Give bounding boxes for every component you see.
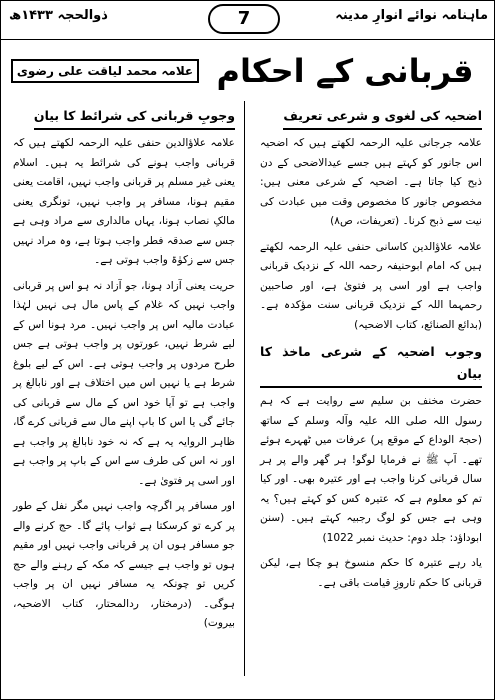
section-heading: وجوب اضحیہ کے شرعی ماخذ کا بیان [260, 341, 482, 388]
paragraph: علامہ جرجانی علیہ الرحمہ لکھتے ہیں کہ اضحیہ اس جانور کو کہتے ہیں جسے عیدالاضحی کے دن ذبح کیا جاتا ہے۔ اضحیہ کے شرعی معنی ہیں: مخصوص جانور کا مخصوص وقت میں عبادت کی نیت سے ذبح کرنا۔ (تعریفات، ص۸) [260, 137, 482, 227]
paragraph: حضرت مخنف بن سلیم سے روایت ہے کہ ہم رسول اللہ صلی اللہ علیہ وآلہ وسلم کے ساتھ (حجۃ الوداع کے موقع پر) عرفات میں ٹھہرے ہوئے تھے۔ آپ ﷺ نے فرمایا لوگو! ہر گھر والے پر ہر سال قربانی کرنا واجب ہے اور عتیرہ بھی۔ اور کیا تم کو معلوم ہے کہ عتیرہ کس کو کہتے ہیں؟ یہ وہی ہے جس کو لوگ رجبیہ کہتے ہیں۔ (سنن ابوداؤد: جلد دوم: حدیث نمبر 1022) [260, 395, 482, 544]
paragraph: علامہ علاؤالدین کاسانی حنفی علیہ الرحمہ لکھتے ہیں کہ امام ابوحنیفہ رحمہ اللہ کے نزدیک قربانی واجب ہے اور اسی پر فتویٰ ہے، اور صاحبین رحمہما اللہ کے نزدیک قربانی سنت مؤکدہ ہے۔ (بدائع الصنائع، کتاب الاضحیہ) [260, 240, 482, 331]
left-column [13, 103, 235, 640]
paragraph: یاد رہے عتیرہ کا حکم منسوخ ہو چکا ہے، لیکن قربانی کا حکم تاروزِ قیامت باقی ہے۔ [260, 557, 482, 589]
author-name: علامہ محمد لیاقت علی رضوی [11, 59, 199, 83]
paragraph: حریت یعنی آزاد ہونا، جو آزاد نہ ہو اس پر قربانی واجب نہیں کہ غلام کے پاس مال ہی نہیں لہٰذا عبادت مالیہ اس پر واجب نہیں۔ مرد ہونا اس کے لیے شرط نہیں، عورتوں پر واجب ہوتی ہے جس طرح مردوں پر واجب ہوتی ہے۔ اس کے لیے بلوغ شرط ہے یا نہیں اس میں اختلاف ہے اور نابالغ پر واجب ہے تو آیا خود اس کے مال سے قربانی کی جائے گی یا اس کا باپ اپنے مال سے قربانی کرے گا، ظاہر الروایہ یہ ہے کہ نہ خود نابالغ پر واجب ہے اور نہ اس کی طرف سے اس کے باپ پر واجب ہے اور اسی پر فتویٰ ہے۔ [13, 279, 235, 487]
paragraph: علامہ علاؤالدین حنفی علیہ الرحمہ لکھتے ہیں کہ قربانی واجب ہونے کی شرائط یہ ہیں۔ اسلام یعنی غیر مسلم پر قربانی واجب نہیں، اقامت یعنی مقیم ہونا، مسافر پر واجب نہیں، تونگری یعنی مالکِ نصاب ہونا، یہاں مالداری سے مراد وہی ہے جس سے صدقہ فطر واجب ہوتا ہے، وہ مراد نہیں جس سے زکوٰۃ واجب ہوتی ہے۔ [13, 137, 235, 266]
section-heading: وجوبِ قربانی کی شرائط کا بیان [13, 105, 235, 130]
magazine-name: ماہنامہ نوائے انوارِ مدینہ [335, 8, 488, 23]
paragraph: اور مسافر پر اگرچہ واجب نہیں مگر نفل کے طور پر کرے تو کرسکتا ہے ثواب پائے گا۔ حج کرنے والے جو مسافر ہوں ان پر قربانی واجب نہیں اور مقیم ہوں تو واجب ہے جیسے کہ مکہ کے رہنے والے حج کریں تو چونکہ یہ مسافر نہیں ان پر واجب ہوگی۔ (درمختار، ردالمحتار، کتاب الاضحیہ، بیروت) [13, 500, 235, 629]
issue-date: ذوالحجہ ۱۴۳۳ھ [9, 8, 108, 23]
article-title: قربانی کے احکام [216, 52, 474, 90]
page-number-badge: 7 [208, 4, 280, 34]
right-column [260, 103, 482, 599]
page-header [1, 1, 495, 40]
column-divider [244, 101, 245, 676]
section-heading: اضحیہ کی لغوی و شرعی تعریف [260, 105, 482, 130]
